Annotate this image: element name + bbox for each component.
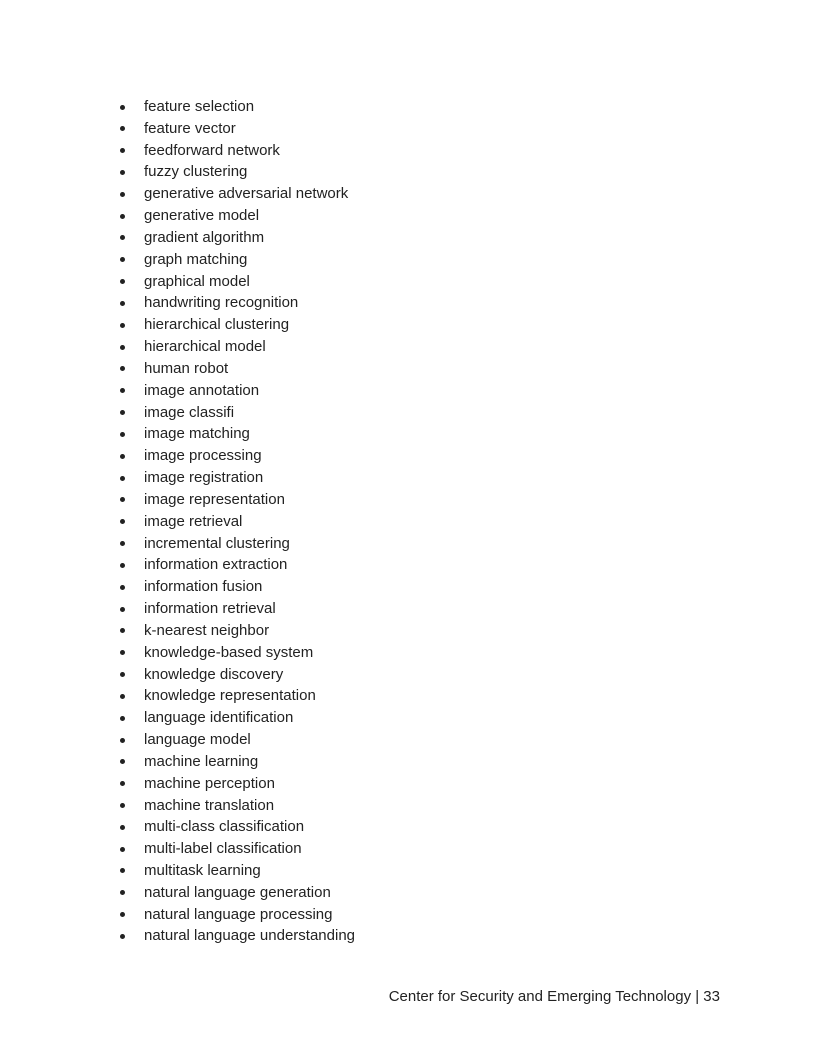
list-item xyxy=(0,402,355,424)
bullet-icon xyxy=(120,934,125,939)
term-label: hierarchical clustering xyxy=(144,316,290,334)
list-item xyxy=(0,227,355,249)
bullet-icon xyxy=(120,432,125,437)
term-label: multi-label classification xyxy=(144,840,302,858)
term-label: feedforward network xyxy=(144,141,280,159)
term-label: image retrieval xyxy=(144,512,243,530)
bullet-icon xyxy=(120,214,125,219)
bullet-icon xyxy=(120,105,125,110)
term-label: language model xyxy=(144,731,251,749)
list-item xyxy=(0,664,355,686)
term-label: image representation xyxy=(144,490,285,508)
bullet-icon xyxy=(120,148,125,153)
bullet-icon xyxy=(120,192,125,197)
term-label: hierarchical model xyxy=(144,338,266,356)
term-label: information extraction xyxy=(144,556,288,574)
list-item xyxy=(0,358,355,380)
bullet-icon xyxy=(120,738,125,743)
bullet-icon xyxy=(120,825,125,830)
bullet-icon xyxy=(120,716,125,721)
term-label: handwriting recognition xyxy=(144,294,299,312)
list-item xyxy=(0,205,355,227)
term-label: image processing xyxy=(144,447,262,465)
bullet-icon xyxy=(120,301,125,306)
bullet-icon xyxy=(120,235,125,240)
term-label: knowledge representation xyxy=(144,687,316,705)
list-item xyxy=(0,314,355,336)
bullet-icon xyxy=(120,781,125,786)
list-item xyxy=(0,554,355,576)
bullet-icon xyxy=(120,497,125,502)
list-item xyxy=(0,620,355,642)
bullet-icon xyxy=(120,759,125,764)
term-label: language identification xyxy=(144,709,294,727)
list-item xyxy=(0,292,355,314)
term-label: information retrieval xyxy=(144,600,276,618)
list-item xyxy=(0,271,355,293)
list-item xyxy=(0,467,355,489)
bullet-icon xyxy=(120,541,125,546)
term-label: fuzzy clustering xyxy=(144,163,248,181)
term-label: generative model xyxy=(144,207,260,225)
term-label: graph matching xyxy=(144,250,248,268)
list-item xyxy=(0,140,355,162)
term-label: knowledge discovery xyxy=(144,665,284,683)
term-label: image annotation xyxy=(144,381,260,399)
list-item xyxy=(0,423,355,445)
bullet-icon xyxy=(120,672,125,677)
list-item xyxy=(0,380,355,402)
list-item xyxy=(0,642,355,664)
list-item xyxy=(0,729,355,751)
list-item xyxy=(0,336,355,358)
list-item xyxy=(0,118,355,140)
term-label: natural language processing xyxy=(144,905,333,923)
list-item xyxy=(0,183,355,205)
term-label: feature selection xyxy=(144,98,255,115)
term-label: knowledge-based system xyxy=(144,643,314,661)
term-label: machine perception xyxy=(144,774,275,792)
bullet-icon xyxy=(120,279,125,284)
term-list xyxy=(0,96,355,947)
list-item xyxy=(0,925,355,947)
bullet-icon xyxy=(120,257,125,262)
list-item xyxy=(0,707,355,729)
list-item xyxy=(0,96,355,118)
list-item xyxy=(0,161,355,183)
list-item xyxy=(0,860,355,882)
bullet-icon xyxy=(120,410,125,415)
bullet-icon xyxy=(120,323,125,328)
list-item xyxy=(0,445,355,467)
list-item xyxy=(0,685,355,707)
bullet-icon xyxy=(120,694,125,699)
page-footer: Center for Security and Emerging Technology | 33 xyxy=(388,988,720,1005)
bullet-icon xyxy=(120,170,125,175)
bullet-icon xyxy=(120,563,125,568)
bullet-icon xyxy=(120,454,125,459)
list-item xyxy=(0,904,355,926)
term-label: natural language generation xyxy=(144,883,331,901)
term-label: image classifi xyxy=(144,403,235,421)
bullet-icon xyxy=(120,890,125,895)
term-label: generative adversarial network xyxy=(144,185,349,203)
term-label: graphical model xyxy=(144,272,250,290)
term-label: multi-class classification xyxy=(144,818,305,836)
bullet-icon xyxy=(120,585,125,590)
bullet-icon xyxy=(120,628,125,633)
term-label: k-nearest neighbor xyxy=(144,621,270,639)
list-item xyxy=(0,795,355,817)
list-item xyxy=(0,751,355,773)
list-item xyxy=(0,511,355,533)
list-item xyxy=(0,838,355,860)
term-label: natural language understanding xyxy=(144,927,356,945)
term-label: image matching xyxy=(144,425,250,443)
bullet-icon xyxy=(120,607,125,612)
term-label: multitask learning xyxy=(144,861,261,879)
bullet-icon xyxy=(120,868,125,873)
term-label: information fusion xyxy=(144,578,263,596)
bullet-icon xyxy=(120,126,125,131)
list-item xyxy=(0,773,355,795)
term-label: gradient algorithm xyxy=(144,228,265,246)
bullet-icon xyxy=(120,519,125,524)
bullet-icon xyxy=(120,803,125,808)
bullet-icon xyxy=(120,912,125,917)
list-item xyxy=(0,598,355,620)
term-label: image registration xyxy=(144,469,264,487)
term-label: feature vector xyxy=(144,119,236,137)
list-item xyxy=(0,489,355,511)
bullet-icon xyxy=(120,847,125,852)
list-item xyxy=(0,882,355,904)
list-item xyxy=(0,533,355,555)
term-label: human robot xyxy=(144,359,229,377)
list-item xyxy=(0,249,355,271)
list-item xyxy=(0,576,355,598)
term-label: machine learning xyxy=(144,752,259,770)
bullet-icon xyxy=(120,476,125,481)
bullet-icon xyxy=(120,650,125,655)
bullet-icon xyxy=(120,366,125,371)
list-item xyxy=(0,816,355,838)
bullet-icon xyxy=(120,345,125,350)
term-label: incremental clustering xyxy=(144,534,290,552)
term-label: machine translation xyxy=(144,796,275,814)
bullet-icon xyxy=(120,388,125,393)
